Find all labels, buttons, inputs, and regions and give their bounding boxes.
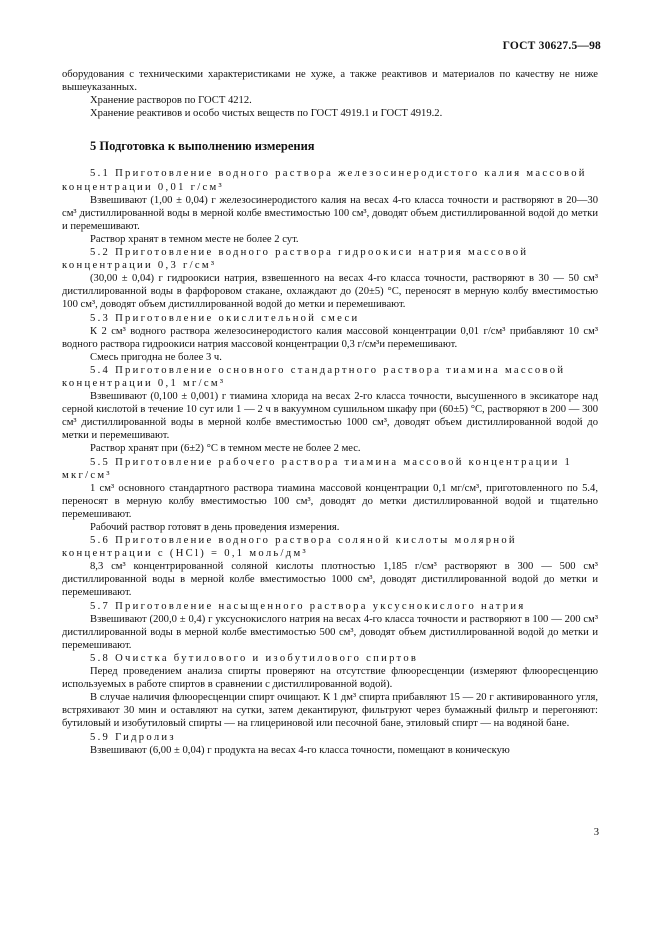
- paragraph: К 2 см³ водного раствора железосинеродистого калия массовой концентрации 0,01 г/см³ прибавляют 10 см³ водного раствора гидроокиси натрия массовой концентрации 0,3 г/см³и перемешивают.: [62, 325, 598, 350]
- paragraph: Смесь пригодна не более 3 ч.: [90, 351, 222, 363]
- paragraph: Раствор хранят при (6±2) °С в темном месте не более 2 мес.: [90, 443, 361, 455]
- subsection-heading: 5.9 Гидролиз: [90, 731, 176, 743]
- paragraph: 1 см³ основного стандартного раствора тиамина массовой концентрации 0,1 мг/см³, приготовленного по 5.4, переносят в мерную колбу вместимостью 100 см³, доводят до метки дистиллированной водой и тщательно перемешивают.: [62, 482, 598, 520]
- subsection-heading: 5.7 Приготовление насыщенного раствора уксуснокислого натрия: [90, 600, 526, 612]
- paragraph: 8,3 см³ концентрированной соляной кислоты плотностью 1,185 г/см³ растворяют в 300 — 500 см³ дистиллированной воды в мерной колбе вместимостью 1000 см³, доводят дистиллированной водой до метки и перемешивают.: [62, 561, 598, 599]
- subsection-heading: 5.3 Приготовление окислительной смеси: [90, 312, 360, 324]
- page-number: 3: [593, 827, 599, 838]
- document-header: ГОСТ 30627.5—98: [502, 40, 601, 52]
- subsection-heading: 5.4 Приготовление основного стандартного раствора тиамина массовой концентрации 0,1 мг/см³: [62, 364, 566, 389]
- paragraph: Раствор хранят в темном месте не более 2 сут.: [90, 233, 299, 245]
- subsection-heading: 5.5 Приготовление рабочего раствора тиамина массовой концентрации 1 мкг/см³: [62, 456, 573, 481]
- subsection-heading: 5.8 Очистка бутилового и изобутилового спиртов: [90, 652, 419, 664]
- document-body: [62, 68, 598, 757]
- paragraph: Рабочий раствор готовят в день проведения измерения.: [90, 522, 340, 533]
- subsection-heading: 5.1 Приготовление водного раствора железосинеродистого калия массовой концентрации 0,01 г/см³: [62, 168, 587, 193]
- paragraph: Хранение растворов по ГОСТ 4212.: [90, 95, 252, 107]
- paragraph: Перед проведением анализа спирты проверяют на отсутствие флюоресценции (измеряют флюоресценцию используемых в работе спиртов в сравнении с дистиллированной водой).: [62, 666, 598, 691]
- paragraph: Взвешивают (6,00 ± 0,04) г продукта на весах 4-го класса точности, помещают в коническую: [90, 744, 510, 756]
- paragraph: оборудования с техническими характеристиками не хуже, а также реактивов и материалов по качеству не ниже вышеуказанных.: [62, 69, 598, 94]
- section-heading: 5 Подготовка к выполнению измерения: [90, 139, 315, 154]
- paragraph: Взвешивают (1,00 ± 0,04) г железосинеродистого калия на весах 4-го класса точности и растворяют в 20—30 см³ дистиллированной воды в мерной колбе вместимостью 100 см³, доводят объем дистиллированной водой до метки и перемешивают.: [62, 194, 598, 232]
- paragraph: (30,00 ± 0,04) г гидроокиси натрия, взвешенного на весах 4-го класса точности, растворяют в 30 — 50 см³ дистиллированной воды в фарфоровом стакане, охлаждают до (20±5) °С, переносят в мерную колбу вместимостью 100 см³, доводят объем дистиллированной водой до метки и перемешивают.: [62, 273, 598, 311]
- subsection-heading: 5.2 Приготовление водного раствора гидроокиси натрия массовой концентрации 0,3 г/см³: [62, 247, 529, 272]
- subsection-heading: 5.6 Приготовление водного раствора соляной кислоты молярной концентрации c (HCl) = 0,1 моль/дм³: [62, 535, 517, 560]
- paragraph: Взвешивают (200,0 ± 0,4) г уксуснокислого натрия на весах 4-го класса точности и растворяют в 100 — 200 см³ дистиллированной воды в мерной колбе вместимостью 500 см³, доводят объем дистиллированной водой до метки и перемешивают.: [62, 613, 598, 651]
- paragraph: Взвешивают (0,100 ± 0,001) г тиамина хлорида на весах 2-го класса точности, высушенного в эксикаторе над серной кислотой в течение 10 сут или 1 — 2 ч в вакуумном сушильном шкафу при (60±5) °С, растворяют в 200 — 300 см³ дистиллированной воды в мерной колбе вместимостью 1000 см³, доводят объем дистиллированной водой до метки и перемешивают.: [62, 391, 598, 442]
- paragraph: В случае наличия флюоресценции спирт очищают. К 1 дм³ спирта прибавляют 15 — 20 г активированного угля, встряхивают 30 мин и оставляют на сутки, затем декантируют, фильтруют через бумажный фильтр и перегоняют: бутиловый и изобутиловый спирты — на глицериновой или песочной бане, этиловый спирт — на водяной бане.: [62, 692, 598, 730]
- paragraph: Хранение реактивов и особо чистых веществ по ГОСТ 4919.1 и ГОСТ 4919.2.: [90, 108, 443, 120]
